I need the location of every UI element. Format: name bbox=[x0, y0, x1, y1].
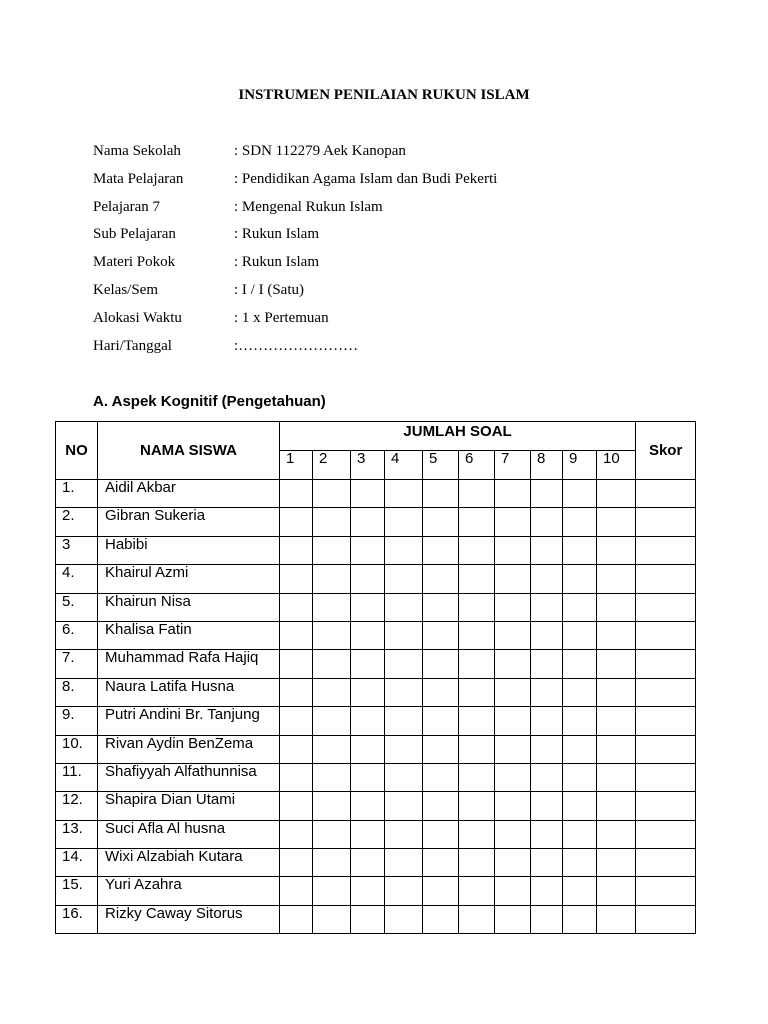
score-cell bbox=[531, 678, 563, 706]
score-cell bbox=[280, 621, 313, 649]
question-number-header: 8 bbox=[531, 451, 563, 480]
score-cell bbox=[563, 593, 597, 621]
score-cell bbox=[385, 820, 423, 848]
score-cell bbox=[597, 508, 636, 536]
row-number: 1. bbox=[56, 480, 98, 508]
score-cell bbox=[495, 820, 531, 848]
table-row bbox=[56, 508, 696, 536]
table-row bbox=[56, 763, 696, 791]
score-cell bbox=[563, 735, 597, 763]
score-cell bbox=[459, 877, 495, 905]
score-cell bbox=[385, 877, 423, 905]
document-title: INSTRUMEN PENILAIAN RUKUN ISLAM bbox=[238, 87, 530, 103]
student-name: Aidil Akbar bbox=[98, 480, 280, 508]
score-cell bbox=[280, 678, 313, 706]
score-cell bbox=[597, 792, 636, 820]
score-cell bbox=[280, 792, 313, 820]
skor-cell bbox=[636, 650, 696, 678]
table-row bbox=[56, 707, 696, 735]
skor-cell bbox=[636, 820, 696, 848]
info-label: Alokasi Waktu bbox=[93, 309, 182, 326]
student-name: Gibran Sukeria bbox=[98, 508, 280, 536]
score-cell bbox=[385, 536, 423, 564]
assessment-table bbox=[55, 421, 696, 934]
row-number: 2. bbox=[56, 508, 98, 536]
score-cell bbox=[385, 735, 423, 763]
info-row bbox=[93, 336, 497, 364]
score-cell bbox=[495, 536, 531, 564]
score-cell bbox=[423, 849, 459, 877]
score-cell bbox=[597, 877, 636, 905]
score-cell bbox=[280, 820, 313, 848]
row-number: 16. bbox=[56, 905, 98, 933]
question-number-header: 10 bbox=[597, 451, 636, 480]
score-cell bbox=[385, 621, 423, 649]
score-cell bbox=[531, 621, 563, 649]
score-cell bbox=[280, 565, 313, 593]
question-number-header: 3 bbox=[351, 451, 385, 480]
score-cell bbox=[459, 792, 495, 820]
score-cell bbox=[495, 508, 531, 536]
info-value: : I / I (Satu) bbox=[234, 281, 304, 298]
header-name: NAMA SISWA bbox=[98, 422, 280, 480]
score-cell bbox=[531, 536, 563, 564]
row-number: 14. bbox=[56, 849, 98, 877]
score-cell bbox=[280, 735, 313, 763]
info-value: : Rukun Islam bbox=[234, 226, 319, 243]
row-number: 6. bbox=[56, 621, 98, 649]
score-cell bbox=[495, 763, 531, 791]
score-cell bbox=[459, 820, 495, 848]
score-cell bbox=[563, 849, 597, 877]
row-number: 15. bbox=[56, 877, 98, 905]
skor-cell bbox=[636, 678, 696, 706]
info-row bbox=[93, 308, 497, 336]
score-cell bbox=[563, 565, 597, 593]
info-row bbox=[93, 280, 497, 308]
skor-cell bbox=[636, 536, 696, 564]
score-cell bbox=[597, 678, 636, 706]
score-cell bbox=[385, 480, 423, 508]
table-row bbox=[56, 621, 696, 649]
skor-cell bbox=[636, 792, 696, 820]
score-cell bbox=[385, 707, 423, 735]
score-cell bbox=[423, 508, 459, 536]
score-cell bbox=[423, 707, 459, 735]
score-cell bbox=[423, 763, 459, 791]
score-cell bbox=[459, 565, 495, 593]
score-cell bbox=[563, 621, 597, 649]
row-number: 13. bbox=[56, 820, 98, 848]
score-cell bbox=[423, 650, 459, 678]
score-cell bbox=[495, 735, 531, 763]
table-row bbox=[56, 735, 696, 763]
score-cell bbox=[351, 536, 385, 564]
score-cell bbox=[423, 877, 459, 905]
score-cell bbox=[423, 593, 459, 621]
score-cell bbox=[563, 905, 597, 933]
score-cell bbox=[563, 820, 597, 848]
score-cell bbox=[313, 678, 351, 706]
score-cell bbox=[459, 678, 495, 706]
skor-cell bbox=[636, 480, 696, 508]
score-cell bbox=[280, 905, 313, 933]
score-cell bbox=[563, 536, 597, 564]
table-row bbox=[56, 565, 696, 593]
score-cell bbox=[459, 508, 495, 536]
score-cell bbox=[280, 877, 313, 905]
student-name: Khairul Azmi bbox=[98, 565, 280, 593]
score-cell bbox=[313, 593, 351, 621]
score-cell bbox=[351, 650, 385, 678]
row-number: 11. bbox=[56, 763, 98, 791]
score-cell bbox=[531, 763, 563, 791]
skor-cell bbox=[636, 763, 696, 791]
score-cell bbox=[385, 905, 423, 933]
row-number: 9. bbox=[56, 707, 98, 735]
score-cell bbox=[351, 621, 385, 649]
question-number-header: 1 bbox=[280, 451, 313, 480]
score-cell bbox=[423, 536, 459, 564]
student-name: Suci Afla Al husna bbox=[98, 820, 280, 848]
score-cell bbox=[597, 565, 636, 593]
row-number: 4. bbox=[56, 565, 98, 593]
table-body bbox=[56, 480, 696, 934]
score-cell bbox=[531, 735, 563, 763]
score-cell bbox=[313, 763, 351, 791]
table-row bbox=[56, 480, 696, 508]
skor-cell bbox=[636, 565, 696, 593]
info-label: Mata Pelajaran bbox=[93, 170, 184, 187]
score-cell bbox=[495, 565, 531, 593]
score-cell bbox=[597, 593, 636, 621]
info-value: :…………………… bbox=[234, 337, 359, 354]
score-cell bbox=[351, 763, 385, 791]
score-cell bbox=[459, 735, 495, 763]
score-cell bbox=[495, 480, 531, 508]
skor-cell bbox=[636, 735, 696, 763]
score-cell bbox=[495, 678, 531, 706]
score-cell bbox=[280, 593, 313, 621]
score-cell bbox=[385, 593, 423, 621]
score-cell bbox=[423, 820, 459, 848]
table-row bbox=[56, 593, 696, 621]
score-cell bbox=[459, 905, 495, 933]
score-cell bbox=[280, 707, 313, 735]
student-name: Yuri Azahra bbox=[98, 877, 280, 905]
score-cell bbox=[563, 508, 597, 536]
table-row bbox=[56, 678, 696, 706]
table-row bbox=[56, 877, 696, 905]
info-value: : Rukun Islam bbox=[234, 254, 319, 271]
score-cell bbox=[351, 849, 385, 877]
score-cell bbox=[313, 735, 351, 763]
info-value: : Mengenal Rukun Islam bbox=[234, 198, 383, 215]
info-value: : 1 x Pertemuan bbox=[234, 309, 329, 326]
score-cell bbox=[351, 565, 385, 593]
score-cell bbox=[459, 536, 495, 564]
score-cell bbox=[597, 536, 636, 564]
table-row bbox=[56, 650, 696, 678]
score-cell bbox=[351, 678, 385, 706]
table-row bbox=[56, 905, 696, 933]
score-cell bbox=[280, 763, 313, 791]
score-cell bbox=[531, 650, 563, 678]
score-cell bbox=[563, 707, 597, 735]
score-cell bbox=[531, 480, 563, 508]
info-row bbox=[93, 224, 497, 252]
score-cell bbox=[423, 792, 459, 820]
table-row bbox=[56, 536, 696, 564]
score-cell bbox=[459, 621, 495, 649]
score-cell bbox=[597, 849, 636, 877]
info-row bbox=[93, 141, 497, 169]
score-cell bbox=[495, 905, 531, 933]
score-cell bbox=[385, 678, 423, 706]
score-cell bbox=[495, 593, 531, 621]
score-cell bbox=[385, 763, 423, 791]
score-cell bbox=[459, 849, 495, 877]
score-cell bbox=[597, 735, 636, 763]
score-cell bbox=[563, 650, 597, 678]
score-cell bbox=[531, 565, 563, 593]
skor-cell bbox=[636, 905, 696, 933]
score-cell bbox=[313, 820, 351, 848]
score-cell bbox=[351, 792, 385, 820]
table-row bbox=[56, 820, 696, 848]
student-name: Khairun Nisa bbox=[98, 593, 280, 621]
question-number-header: 4 bbox=[385, 451, 423, 480]
skor-cell bbox=[636, 593, 696, 621]
info-row bbox=[93, 252, 497, 280]
score-cell bbox=[280, 650, 313, 678]
info-label: Hari/Tanggal bbox=[93, 337, 172, 354]
row-number: 10. bbox=[56, 735, 98, 763]
score-cell bbox=[531, 820, 563, 848]
section-heading: A. Aspek Kognitif (Pengetahuan) bbox=[93, 393, 326, 410]
score-cell bbox=[280, 508, 313, 536]
score-cell bbox=[351, 820, 385, 848]
score-cell bbox=[597, 763, 636, 791]
score-cell bbox=[495, 650, 531, 678]
score-cell bbox=[385, 565, 423, 593]
score-cell bbox=[597, 707, 636, 735]
skor-cell bbox=[636, 849, 696, 877]
score-cell bbox=[563, 480, 597, 508]
score-cell bbox=[563, 678, 597, 706]
question-number-header: 7 bbox=[495, 451, 531, 480]
student-name: Putri Andini Br. Tanjung bbox=[98, 707, 280, 735]
score-cell bbox=[385, 792, 423, 820]
score-cell bbox=[459, 707, 495, 735]
student-name: Muhammad Rafa Hajiq bbox=[98, 650, 280, 678]
student-name: Khalisa Fatin bbox=[98, 621, 280, 649]
info-label: Pelajaran 7 bbox=[93, 198, 161, 215]
row-number: 7. bbox=[56, 650, 98, 678]
header-no: NO bbox=[56, 422, 98, 480]
score-cell bbox=[495, 849, 531, 877]
score-cell bbox=[385, 849, 423, 877]
score-cell bbox=[351, 508, 385, 536]
student-name: Habibi bbox=[98, 536, 280, 564]
student-name: Wixi Alzabiah Kutara bbox=[98, 849, 280, 877]
header-jumlah-soal: JUMLAH SOAL bbox=[280, 422, 636, 451]
score-cell bbox=[351, 707, 385, 735]
info-row bbox=[93, 197, 497, 225]
score-cell bbox=[423, 735, 459, 763]
score-cell bbox=[495, 877, 531, 905]
score-cell bbox=[351, 905, 385, 933]
score-cell bbox=[495, 621, 531, 649]
row-number: 8. bbox=[56, 678, 98, 706]
score-cell bbox=[563, 877, 597, 905]
score-cell bbox=[313, 707, 351, 735]
score-cell bbox=[313, 849, 351, 877]
score-cell bbox=[563, 763, 597, 791]
table-row bbox=[56, 849, 696, 877]
score-cell bbox=[597, 650, 636, 678]
question-number-header: 9 bbox=[563, 451, 597, 480]
score-cell bbox=[313, 480, 351, 508]
score-cell bbox=[531, 707, 563, 735]
score-cell bbox=[313, 905, 351, 933]
score-cell bbox=[531, 508, 563, 536]
row-number: 3 bbox=[56, 536, 98, 564]
score-cell bbox=[423, 678, 459, 706]
score-cell bbox=[351, 735, 385, 763]
info-label: Sub Pelajaran bbox=[93, 226, 176, 243]
info-value: : SDN 112279 Aek Kanopan bbox=[234, 143, 406, 159]
score-cell bbox=[597, 480, 636, 508]
skor-cell bbox=[636, 621, 696, 649]
question-number-header: 5 bbox=[423, 451, 459, 480]
row-number: 5. bbox=[56, 593, 98, 621]
score-cell bbox=[423, 480, 459, 508]
question-number-header: 6 bbox=[459, 451, 495, 480]
score-cell bbox=[495, 707, 531, 735]
score-cell bbox=[280, 536, 313, 564]
skor-cell bbox=[636, 508, 696, 536]
student-name: Rizky Caway Sitorus bbox=[98, 905, 280, 933]
score-cell bbox=[313, 792, 351, 820]
score-cell bbox=[459, 480, 495, 508]
score-cell bbox=[313, 565, 351, 593]
student-name: Rivan Aydin BenZema bbox=[98, 735, 280, 763]
score-cell bbox=[459, 593, 495, 621]
score-cell bbox=[563, 792, 597, 820]
score-cell bbox=[531, 877, 563, 905]
info-block bbox=[93, 141, 497, 363]
score-cell bbox=[280, 480, 313, 508]
student-name: Shapira Dian Utami bbox=[98, 792, 280, 820]
score-cell bbox=[351, 593, 385, 621]
skor-cell bbox=[636, 707, 696, 735]
score-cell bbox=[459, 763, 495, 791]
score-cell bbox=[280, 849, 313, 877]
header-skor: Skor bbox=[636, 422, 696, 480]
score-cell bbox=[423, 905, 459, 933]
score-cell bbox=[531, 593, 563, 621]
question-number-header: 2 bbox=[313, 451, 351, 480]
info-label: Materi Pokok bbox=[93, 254, 176, 271]
score-cell bbox=[531, 792, 563, 820]
score-cell bbox=[313, 650, 351, 678]
row-number: 12. bbox=[56, 792, 98, 820]
student-name: Naura Latifa Husna bbox=[98, 678, 280, 706]
student-name: Shafiyyah Alfathunnisa bbox=[98, 763, 280, 791]
score-cell bbox=[313, 621, 351, 649]
info-label: Nama Sekolah bbox=[93, 143, 181, 159]
score-cell bbox=[597, 820, 636, 848]
score-cell bbox=[531, 849, 563, 877]
score-cell bbox=[459, 650, 495, 678]
info-label: Kelas/Sem bbox=[93, 281, 158, 298]
score-cell bbox=[423, 565, 459, 593]
score-cell bbox=[385, 508, 423, 536]
skor-cell bbox=[636, 877, 696, 905]
info-value: : Pendidikan Agama Islam dan Budi Pekerti bbox=[234, 170, 498, 187]
score-cell bbox=[385, 650, 423, 678]
info-row bbox=[93, 169, 497, 197]
score-cell bbox=[597, 621, 636, 649]
score-cell bbox=[495, 792, 531, 820]
score-cell bbox=[597, 905, 636, 933]
table-row bbox=[56, 792, 696, 820]
score-cell bbox=[313, 536, 351, 564]
score-cell bbox=[313, 877, 351, 905]
score-cell bbox=[531, 905, 563, 933]
score-cell bbox=[351, 877, 385, 905]
score-cell bbox=[423, 621, 459, 649]
score-cell bbox=[351, 480, 385, 508]
score-cell bbox=[313, 508, 351, 536]
